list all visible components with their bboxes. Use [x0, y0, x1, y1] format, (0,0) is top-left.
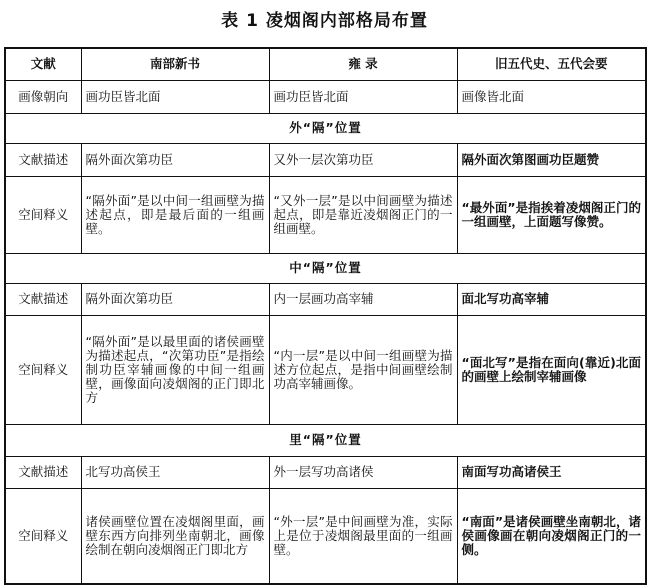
table-cell: 隔外面次第功臣 [81, 143, 269, 176]
table-cell: 画功臣皆北面 [81, 80, 269, 113]
header-cell-literature: 文献 [5, 48, 81, 80]
table-cell: “南面”是诸侯画壁坐南朝北，诸侯画像画在朝向凌烟阁正门的一侧。 [457, 488, 646, 584]
table-cell: 画功臣皆北面 [269, 80, 457, 113]
row-label-desc: 文献描述 [5, 283, 81, 315]
table-cell: 南面写功高诸侯王 [457, 456, 646, 488]
section-title-inner: 里“隔”位置 [5, 424, 646, 456]
row-label-desc: 文献描述 [5, 456, 81, 488]
table-cell: 北写功高侯王 [81, 456, 269, 488]
section-row-outer [5, 113, 646, 143]
desc-row-middle [5, 283, 646, 315]
orientation-row [5, 80, 646, 113]
table-cell: 诸侯画壁位置在凌烟阁里面，画壁东西方向排列坐南朝北，画像绘制在朝向凌烟阁正门即北方 [81, 488, 269, 584]
table-cell: 隔外面次第图画功臣题赞 [457, 143, 646, 176]
header-cell-wudai: 旧五代史、五代会要 [457, 48, 646, 80]
table-cell: “内一层”是以中间一组画壁为描述方位起点，是指中间画壁绘制功高宰辅画像。 [269, 315, 457, 424]
header-cell-nanbu-xinshu: 南部新书 [81, 48, 269, 80]
table-cell: “隔外面”是以中间一组画壁为描述起点，即是最后面的一组画壁。 [81, 176, 269, 253]
header-row [5, 48, 646, 80]
table-cell: 面北写功高宰辅 [457, 283, 646, 315]
table-cell: “面北写”是指在面向(靠近)北面的画壁上绘制宰辅画像 [457, 315, 646, 424]
row-label-expl: 空间释义 [5, 315, 81, 424]
header-cell-yong-lu: 雍 录 [269, 48, 457, 80]
row-label-expl: 空间释义 [5, 176, 81, 253]
expl-row-inner [5, 488, 646, 584]
expl-row-outer [5, 176, 646, 253]
table-cell: 外一层写功高诸侯 [269, 456, 457, 488]
row-label-orientation: 画像朝向 [5, 80, 81, 113]
desc-row-outer [5, 143, 646, 176]
row-label-desc: 文献描述 [5, 143, 81, 176]
layout-table [4, 47, 647, 585]
section-row-inner [5, 424, 646, 456]
table-cell: “隔外面”是以最里面的诸侯画壁为描述起点，“次第功臣”是指绘制功臣宰辅画像的中间一组画壁，画像面向凌烟阁的正门即北方 [81, 315, 269, 424]
desc-row-inner [5, 456, 646, 488]
table-cell: “最外面”是指挨着凌烟阁正门的一组画壁，上面题写像赞。 [457, 176, 646, 253]
section-title-outer: 外“隔”位置 [5, 113, 646, 143]
table-cell: “又外一层”是以中间画壁为描述起点，即是靠近凌烟阁正门的一组画壁。 [269, 176, 457, 253]
expl-row-middle [5, 315, 646, 424]
table-cell: 内一层画功高宰辅 [269, 283, 457, 315]
table-cell: 画像皆北面 [457, 80, 646, 113]
section-title-middle: 中“隔”位置 [5, 253, 646, 283]
table-cell: 隔外面次第功臣 [81, 283, 269, 315]
table-cell: 又外一层次第功臣 [269, 143, 457, 176]
row-label-expl: 空间释义 [5, 488, 81, 584]
section-row-middle [5, 253, 646, 283]
page-title: 表 1 凌烟阁内部格局布置 [221, 11, 428, 31]
table-cell: “外一层”是中间画壁为准，实际上是位于凌烟阁最里面的一组画壁。 [269, 488, 457, 584]
